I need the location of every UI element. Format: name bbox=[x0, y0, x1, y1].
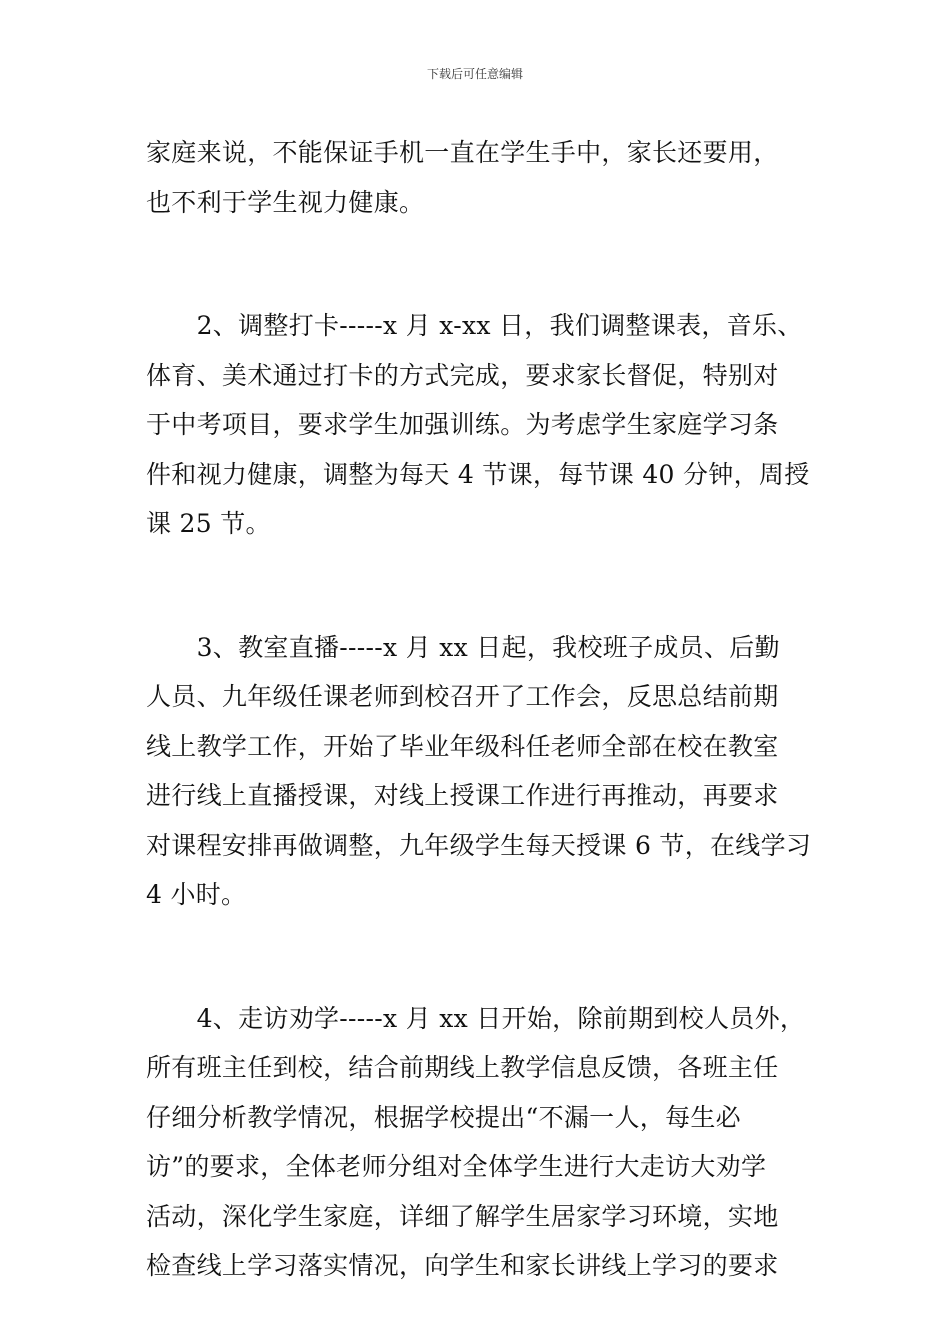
paragraph-3 bbox=[146, 623, 836, 920]
paragraph-1 bbox=[146, 128, 836, 227]
text-line: 人员、九年级任课老师到校召开了工作会，反思总结前期 bbox=[146, 682, 779, 711]
document-body bbox=[146, 128, 836, 1291]
text-line: 所有班主任到校，结合前期线上教学信息反馈，各班主任 bbox=[146, 1053, 779, 1082]
text-line: 件和视力健康，调整为每天 4 节课，每节课 40 分钟，周授 bbox=[146, 459, 810, 489]
text-line: 4 小时。 bbox=[146, 880, 247, 909]
text-line: 家庭来说，不能保证手机一直在学生手中，家长还要用， bbox=[146, 138, 779, 167]
text-line: 4、走访劝学-----x 月 xx 日开始，除前期到校人员外， bbox=[146, 1003, 806, 1033]
text-line: 访”的要求，全体老师分组对全体学生进行大走访大劝学 bbox=[146, 1152, 767, 1181]
paragraph-4 bbox=[146, 994, 836, 1291]
text-line: 体育、美术通过打卡的方式完成，要求家长督促，特别对 bbox=[146, 360, 779, 390]
page-header: 下载后可任意编辑 bbox=[426, 67, 523, 81]
text-line: 对课程安排再做调整，九年级学生每天授课 6 节，在线学习 bbox=[146, 830, 812, 860]
paragraph-2 bbox=[146, 301, 836, 549]
text-line: 也不利于学生视力健康。 bbox=[146, 187, 425, 217]
text-line: 进行线上直播授课，对线上授课工作进行再推动，再要求 bbox=[146, 781, 779, 810]
text-line: 课 25 节。 bbox=[146, 509, 271, 538]
text-line: 3、教室直播-----x 月 xx 日起，我校班子成员、后勤 bbox=[146, 632, 780, 662]
text-line: 2、调整打卡-----x 月 x-xx 日，我们调整课表，音乐、 bbox=[146, 311, 803, 340]
text-line: 检查线上学习落实情况，向学生和家长讲线上学习的要求 bbox=[146, 1251, 779, 1280]
text-line: 活动，深化学生家庭，详细了解学生居家学习环境，实地 bbox=[146, 1201, 779, 1231]
text-line: 线上教学工作，开始了毕业年级科任老师全部在校在教室 bbox=[146, 731, 779, 761]
text-line: 于中考项目，要求学生加强训练。为考虑学生家庭学习条 bbox=[146, 410, 779, 439]
text-line: 仔细分析教学情况，根据学校提出“不漏一人，每生必 bbox=[146, 1102, 741, 1132]
